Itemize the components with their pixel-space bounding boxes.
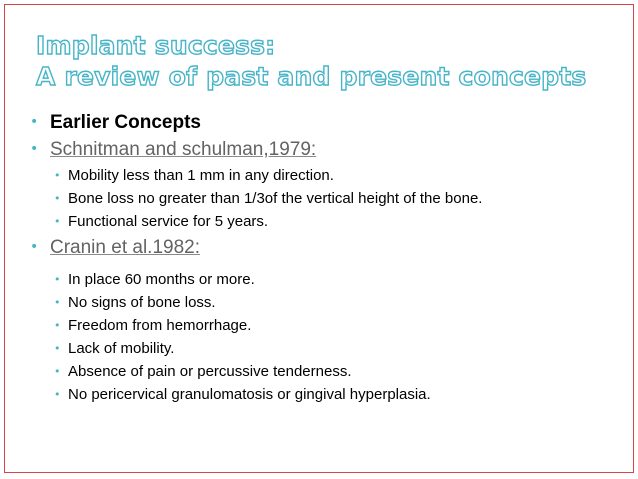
- bullet-dot-icon: •: [54, 365, 61, 378]
- list-item: • Functional service for 5 years.: [30, 210, 620, 233]
- bullet-dot-icon: •: [30, 114, 39, 130]
- list-item: • Absence of pain or percussive tenderness.: [30, 360, 620, 383]
- bullet-cranin: • Cranin et al.1982:: [30, 237, 200, 258]
- bullet-earlier-concepts: • Earlier Concepts: [30, 112, 201, 133]
- bullet-dot-icon: •: [54, 342, 61, 355]
- title-line-1: Implant success:: [36, 31, 276, 60]
- list-item: • Bone loss no greater than 1/3of the vertical height of the bone.: [30, 187, 620, 210]
- bullet-schnitman-schulman: • Schnitman and schulman,1979:: [30, 139, 317, 160]
- list-item: • No signs of bone loss.: [30, 291, 620, 314]
- list-item: • Lack of mobility.: [30, 337, 620, 360]
- bullet-dot-icon: •: [54, 169, 61, 182]
- bullet-dot-icon: •: [54, 273, 61, 286]
- bullet-dot-icon: •: [54, 296, 61, 309]
- bullet-dot-icon: •: [30, 141, 39, 157]
- list-item: • No pericervical granulomatosis or gingival hyperplasia.: [30, 383, 620, 406]
- slide-body: [30, 110, 620, 406]
- slide-title: [36, 30, 586, 92]
- bullet-dot-icon: •: [30, 239, 39, 255]
- bullet-dot-icon: •: [54, 192, 61, 205]
- list-item: • Mobility less than 1 mm in any direction.: [30, 164, 620, 187]
- bullet-dot-icon: •: [54, 215, 61, 228]
- bullet-dot-icon: •: [54, 388, 61, 401]
- list-item: • Freedom from hemorrhage.: [30, 314, 620, 337]
- bullet-dot-icon: •: [54, 319, 61, 332]
- title-line-2: A review of past and present concepts: [36, 62, 587, 91]
- list-item: • In place 60 months or more.: [30, 268, 620, 291]
